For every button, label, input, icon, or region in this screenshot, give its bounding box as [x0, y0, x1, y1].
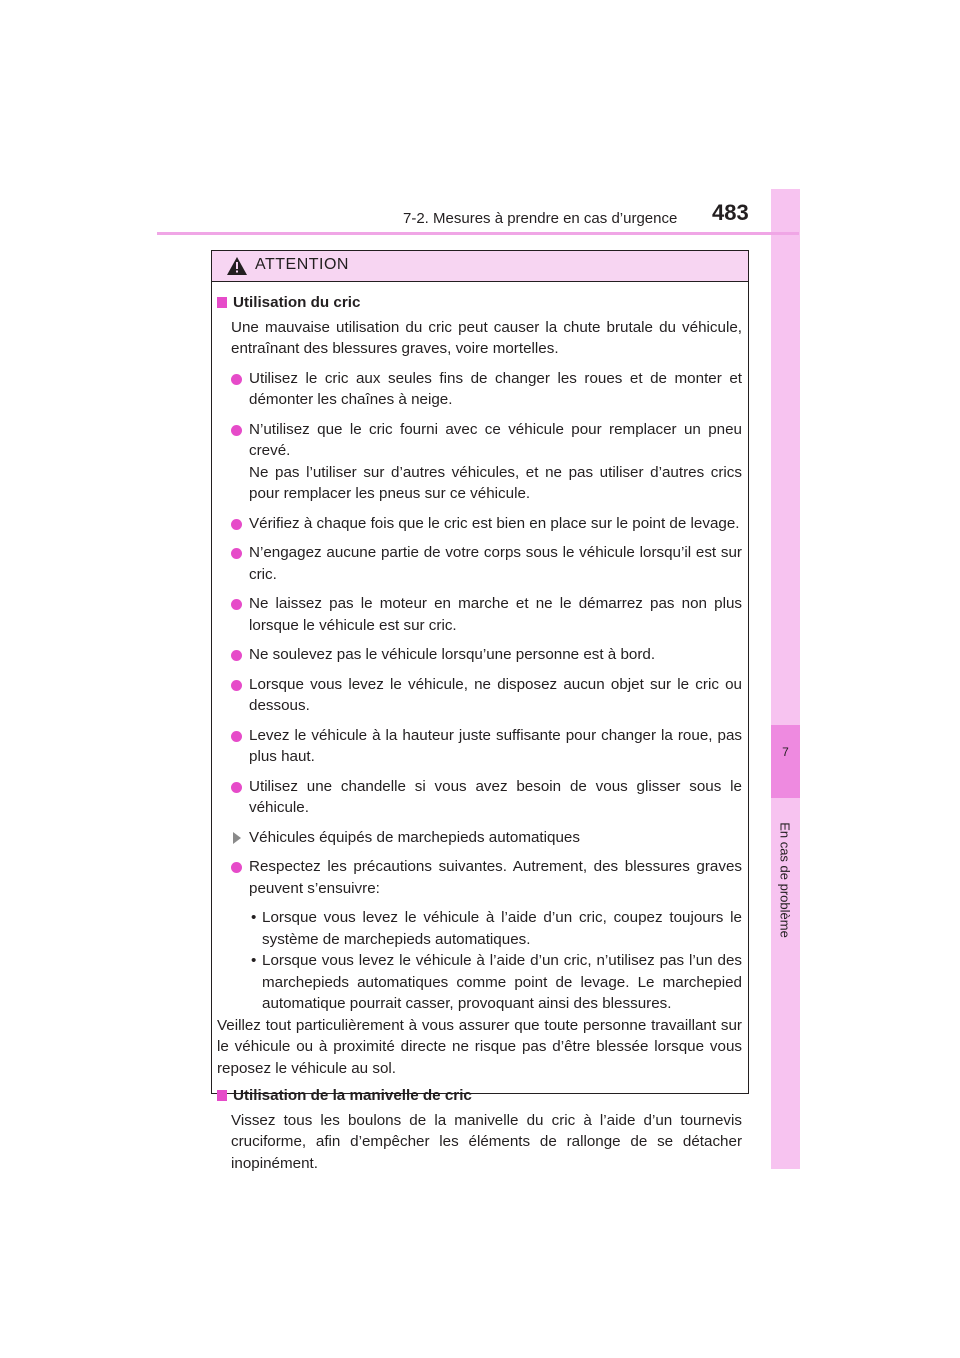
list-item — [217, 542, 742, 585]
section-heading-text: Utilisation de la manivelle de cric — [233, 1087, 472, 1104]
list-item — [217, 776, 742, 819]
circle-bullet-icon — [231, 425, 242, 436]
section-heading — [217, 1085, 742, 1107]
subheading-text: Véhicules équipés de marchepieds automatiques — [249, 828, 580, 846]
circle-bullet-icon — [231, 782, 242, 793]
list-item — [217, 644, 742, 666]
square-bullet-icon — [217, 1090, 227, 1101]
circle-bullet-icon — [231, 731, 242, 742]
circle-bullet-icon — [231, 548, 242, 559]
list-item — [217, 856, 742, 899]
triangle-bullet-icon — [233, 832, 241, 844]
section-heading-text: Utilisation du cric — [233, 294, 361, 311]
circle-bullet-icon — [231, 650, 242, 661]
warning-header — [212, 251, 748, 282]
sub-item — [217, 907, 742, 950]
list-item-text: Ne laissez pas le moteur en marche et ne le démarrez pas non plus lorsque le véhicule est sur cric. — [249, 595, 742, 634]
list-item — [217, 419, 742, 505]
sub-bullet-icon: • — [251, 909, 257, 926]
sub-bullet-icon: • — [251, 952, 257, 969]
circle-bullet-icon — [231, 374, 242, 385]
subheading — [217, 827, 742, 849]
circle-bullet-icon — [231, 862, 242, 873]
section-title: 7-2. Mesures à prendre en cas d’urgence — [403, 210, 678, 227]
section-intro: Vissez tous les boulons de la manivelle du cric à l’aide d’un tournevis cruciforme, afin d’empêcher les éléments de rallonge de se détacher inopinément. — [231, 1111, 742, 1172]
chapter-number: 7 — [782, 745, 789, 759]
list-item — [217, 513, 742, 535]
list-item-text: Utilisez une chandelle si vous avez besoin de vous glisser sous le véhicule. — [249, 777, 742, 816]
page-number: 483 — [712, 200, 749, 225]
sub-item — [217, 950, 742, 1015]
sub-item-text: Lorsque vous levez le véhicule à l’aide d’un cric, coupez toujours le système de marchepieds automatiques. — [262, 909, 742, 948]
section-intro: Une mauvaise utilisation du cric peut causer la chute brutale du véhicule, entraînant des blessures graves, voire mortelles. — [231, 318, 742, 357]
chapter-number-tab — [771, 725, 800, 798]
chapter-title: En cas de problème — [777, 822, 793, 938]
header-divider — [157, 232, 799, 235]
list-item-text: Ne soulevez pas le véhicule lorsqu’une personne est à bord. — [249, 646, 656, 663]
section-heading — [217, 292, 742, 314]
list-item-text: Lorsque vous levez le véhicule, ne disposez aucun objet sur le cric ou dessous. — [249, 675, 742, 714]
chapter-side-tab — [771, 189, 800, 1169]
list-item-text: Vérifiez à chaque fois que le cric est bien en place sur le point de levage. — [249, 514, 740, 532]
list-item-text: Respectez les précautions suivantes. Autrement, des blessures graves peuvent s’ensuivre: — [249, 858, 742, 897]
sub-item-text: Lorsque vous levez le véhicule à l’aide d’un cric, n’utilisez pas l’un des marchepieds automatiques comme point de levage. Le marchepied automatique pourrait casser, provoquant ainsi des blessures. — [262, 952, 742, 1012]
warning-triangle-icon — [226, 256, 248, 276]
list-item — [217, 674, 742, 717]
list-item — [217, 725, 742, 768]
circle-bullet-icon — [231, 680, 242, 691]
list-item-text: Utilisez le cric aux seules fins de changer les roues et de monter et démonter les chaînes à neige. — [249, 369, 742, 408]
list-item — [217, 368, 742, 411]
closing-paragraph: Veillez tout particulièrement à vous assurer que toute personne travaillant sur le véhicule ou à proximité directe ne risque pas d’être blessée lorsque vous reposez le véhicule au sol. — [217, 1016, 742, 1077]
circle-bullet-icon — [231, 519, 242, 530]
list-item-continuation: Ne pas l’utiliser sur d’autres véhicules, et ne pas utiliser d’autres crics pour remplacer les pneus sur ce véhicule. — [249, 463, 742, 502]
warning-box — [211, 250, 749, 1172]
circle-bullet-icon — [231, 599, 242, 610]
list-item-text: N’utilisez que le cric fourni avec ce véhicule pour remplacer un pneu crevé. — [249, 420, 742, 459]
list-item-text: N’engagez aucune partie de votre corps sous le véhicule lorsqu’il est sur cric. — [249, 544, 742, 583]
warning-title: ATTENTION — [255, 256, 349, 273]
warning-body — [212, 282, 748, 1174]
list-item-text: Levez le véhicule à la hauteur juste suffisante pour changer la roue, pas plus haut. — [249, 726, 742, 765]
list-item — [217, 593, 742, 636]
square-bullet-icon — [217, 297, 227, 308]
